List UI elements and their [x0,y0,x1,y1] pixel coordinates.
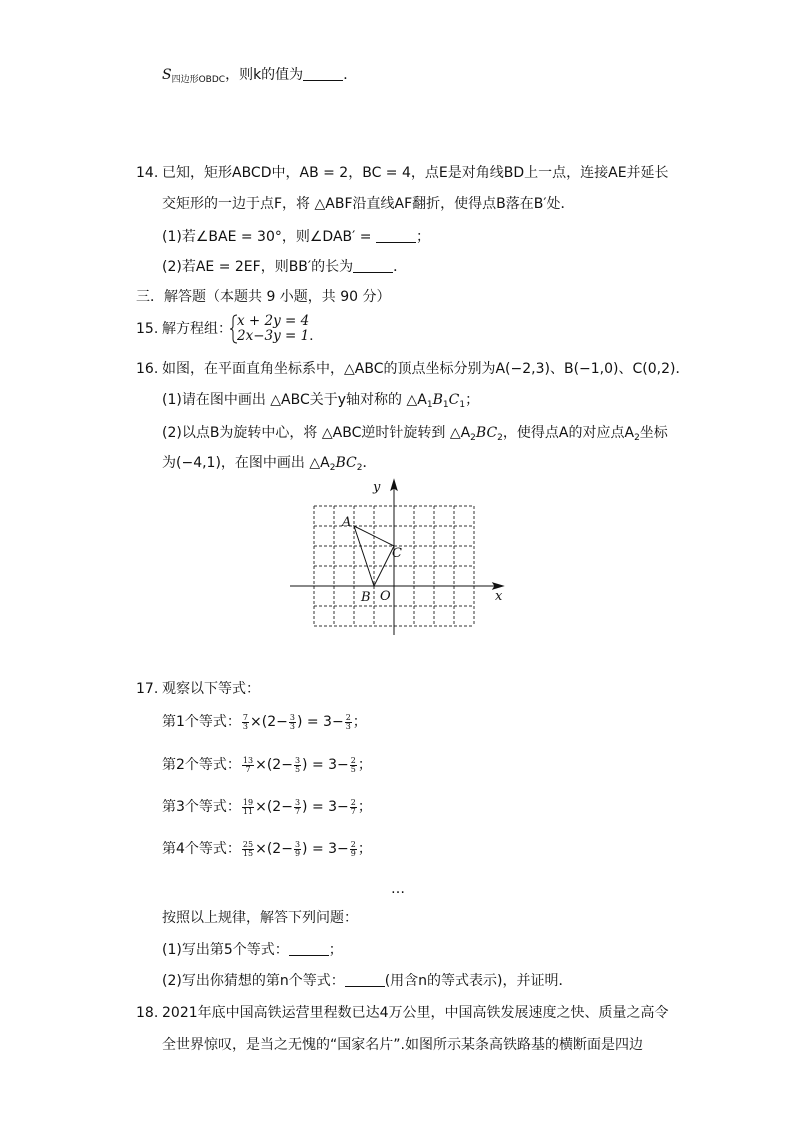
q17-part2-text-b: (用含n的等式表示)，并证明． [384,973,573,989]
question-number-17: 17. [136,681,159,697]
equation-label: 第4个等式： [162,841,241,857]
point-b-label: B [361,590,371,605]
point-a-label: A [342,515,352,530]
q16-part2-text-d: 为(−4,1)，在图中画出 △A [162,455,330,471]
q18-line1: 2021年底中国高铁运营里程数已达4万公里，中国高铁发展速度之快、质量之高令 [162,1005,669,1021]
equation-label: 第3个等式： [162,799,241,815]
q17-part2-text-a: (2)写出你猜想的第n个等式： [162,973,345,989]
x-axis-label: x [495,589,503,604]
origin-label: O [380,589,391,604]
q16-part2-text-c: 坐标 [639,425,668,441]
q17-part1: (1)写出第5个等式： ； [162,942,343,958]
q16-line1: 如图，在平面直角坐标系中，△ABC的顶点坐标分别为A(−2,3)、B(−1,0)、C(0,2)． [162,361,690,377]
q14-part2: (2)若AE = 2EF，则BB′的长为 ． [162,259,408,275]
answer-blank [289,943,329,956]
q15-equation-1: x + 2y = 4 [237,313,310,329]
q14-part1: (1)若∠BAE = 30°，则∠DAB′ = ； [162,229,430,245]
q17-equation-4: 第4个等式： $\frac{25}{15}$ ×(2− $\frac{3}{9}$ ) = 3− $\frac{2}{9}$ ； [162,839,372,858]
answer-blank [376,230,416,243]
equation-label: 第2个等式： [162,757,241,773]
q17-equation-2: 第2个等式： $\frac{13}{7}$ ×(2− $\frac{3}{5}$ ) = 3− $\frac{2}{5}$ ； [162,755,372,774]
question-number-18: 18. [136,1005,159,1021]
q16-part2-text-b: ，使得点A的对应点A [502,425,635,441]
q17-part2 [162,972,573,990]
area-subscript: 四边形OBDC [171,75,226,85]
question-number-14: 14. [136,165,159,181]
q16-part2: (2)以点B为旋转中心，将 △ABC逆时针旋转到 $\triangle A_2BC_2$，使得点A的对应点$A_2$坐标 [162,425,668,443]
q15-equation-2: 2x−3y = 1 [237,328,310,344]
q17-equation-1: 第1个等式： $\frac{7}{3}$ ×(2− $\frac{3}{3}$ ) = 3− $\frac{2}{3}$ ； [162,712,367,731]
q13-tail-text: ，则k的值为 [225,67,304,83]
q18-line2: 全世界惊叹，是当之无愧的“国家名片”.如图所示某条高铁路基的横断面是四边 [162,1037,643,1053]
ellipsis: … [391,881,405,897]
answer-blank [345,974,385,987]
q17-rule: 按照以上规律，解答下列问题： [162,910,358,926]
answer-blank [353,260,393,273]
answer-blank [303,68,343,81]
q16-part1: (1)请在图中画出 △ABC关于y轴对称的 $\triangle A_1B_1C_1$； [162,392,480,410]
q14-part1-text: (1)若∠BAE = 30°，则∠DAB′ = [162,229,372,245]
equation-label: 第1个等式： [162,714,241,730]
q14-part2-text: (2)若AE = 2EF，则BB′的长为 [162,259,354,275]
q14-line2: 交矩形的一边于点F，将 △ABF沿直线AF翻折，使得点B落在B′处． [162,196,575,212]
q17-intro: 观察以下等式： [162,681,260,697]
q15-text: 解方程组： [162,321,232,337]
question-number-15: 15. [136,321,159,337]
q16-part2-text-a: (2)以点B为旋转中心，将 △ABC逆时针旋转到 △A [162,425,471,441]
q13-tail: $S_{四边形OBDC}$，则k的值为 ． [162,67,358,85]
y-axis-label: y [373,480,381,495]
q16-part1-text: (1)请在图中画出 △ABC关于y轴对称的 △A [162,392,427,408]
y-axis-arrow-icon [391,480,397,490]
coordinate-grid-figure [285,475,510,640]
q17-equation-3: 第3个等式： $\frac{19}{11}$ ×(2− $\frac{3}{7}$ ) = 3− $\frac{2}{7}$ ； [162,797,372,816]
question-number-16: 16. [136,361,159,377]
q15-equation-2-row: 2x−3y = 1． [237,328,323,344]
q16-part2-cont: 为(−4,1)，在图中画出 $\triangle A_2BC_2$． [162,455,377,473]
section-heading: 三．解答题（本题共 9 小题，共 90 分） [136,289,391,305]
q14-line1: 已知，矩形ABCD中，AB = 2，BC = 4，点E是对角线BD上一点，连接AE并延长 [162,165,669,181]
q17-part1-text: (1)写出第5个等式： [162,942,289,958]
point-c-label: C [392,546,402,561]
